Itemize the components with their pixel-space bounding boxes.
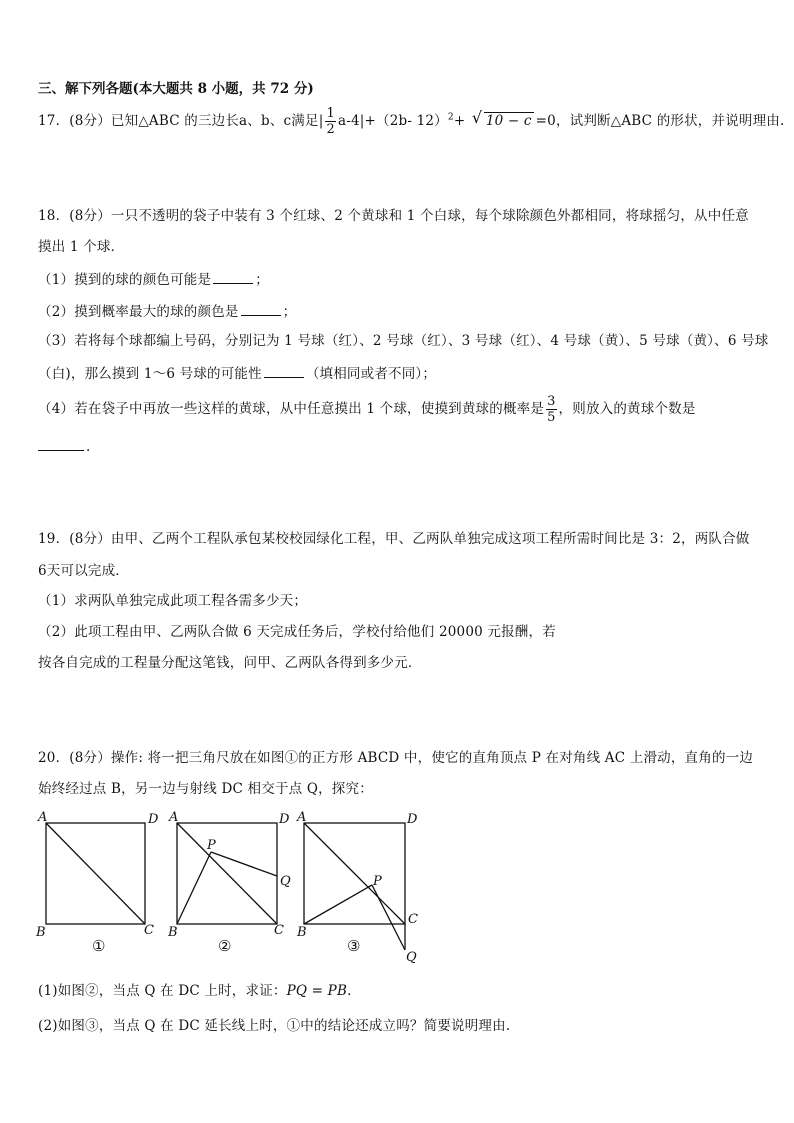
q18-sub4 [38,394,696,425]
q20-sub2: (2)如图③，当点 Q 在 DC 延长线上时，①中的结论还成立吗？简要说明理由. [38,1018,511,1034]
diagonal-ac [46,823,145,924]
q17-text-part4: =0，试判断△ABC 的形状，并说明理由. [535,113,785,129]
q17-fraction [325,106,335,137]
label-d: D [148,812,159,827]
label-p: P [373,874,382,889]
q17-text-part3: + [453,113,466,129]
q18-sub4-answer [38,436,91,457]
q17-frac-num: 1 [326,106,335,121]
q19-line1: 19．(8分）由甲、乙两个工程队承包某校校园绿化工程，甲、乙两队单独完成这项工程所需时间比是 3：2，两队合做 [38,531,750,547]
label-q: Q [280,874,291,889]
section-heading: 三、解下列各题(本大题共 8 小题，共 72 分) [38,81,314,97]
q19-line5: 按各自完成的工程量分配这笔钱，问甲、乙两队各得到多少元． [38,655,422,671]
q17-sqrt [471,108,534,131]
q20-sub1-text: (1)如图②，当点 Q 在 DC 上时，求证： [38,983,287,999]
q17-text-part2: a-4|+（2b- 12） [337,113,448,129]
segment-bp [177,852,211,924]
q18-sub2 [38,301,296,322]
geometry-figures [30,805,430,965]
label-a: A [169,810,179,825]
answer-blank [241,301,281,316]
q18-sub3-end: （填相同或者不同）； [305,366,437,382]
q17-exponent: 2 [447,112,454,123]
diagonal-ac [177,823,277,924]
q18-sub4-text2: ，则放入的黄球个数是 [558,401,696,417]
q20-sub1 [38,981,352,1001]
q20-line1: 20．(8分）操作: 将一把三角尺放在如图①的正方形 ABCD 中，使它的直角顶点 P 在对角线 AC 上滑动，直角的一边 [38,750,754,766]
label-d: D [407,812,418,827]
q18-sub3-text: （白)，那么摸到 1～6 号球的可能性 [38,366,262,382]
q18-line2: 摸出 1 个球． [38,239,125,255]
figure-caption-3: ③ [347,937,361,955]
q18-frac-den: 5 [547,410,556,425]
answer-blank [213,269,253,284]
q19-sub2: （2）此项工程由甲、乙两队合做 6 天完成任务后，学校付给他们 20000 元报酬，若 [38,624,556,640]
q18-sub4-text: （4）若在袋子中再放一些这样的黄球，从中任意摸出 1 个球，使摸到黄球的概率是 [38,401,545,417]
label-b: B [36,925,46,940]
segment-pq [372,885,405,950]
label-d: D [279,812,290,827]
q17-sqrt-content: 10 − c [485,113,532,129]
q18-line1: 18．(8分）一只不透明的袋子中装有 3 个红球、2 个黄球和 1 个白球，每个球除颜色外都相同，将球摇匀，从中任意 [38,208,749,224]
segment-bp [304,885,372,924]
figure-caption-2: ② [218,937,232,955]
figure-3 [296,810,418,965]
q17-frac-den: 2 [326,122,335,137]
segment-pq [211,852,277,876]
q18-sub1 [38,269,269,290]
question-17 [38,106,785,137]
q18-sub1-end: ； [255,272,269,288]
label-p: P [207,838,216,853]
label-c: C [144,923,154,938]
q20-sub1-equation: PQ = PB [286,983,348,999]
label-b: B [297,925,307,940]
q18-sub4-end: . [86,439,91,455]
q18-sub1-text: （1）摸到的球的颜色可能是 [38,272,212,288]
diagonal-ac [304,823,405,924]
q20-line2: 始终经过点 B，另一边与射线 DC 相交于点 Q，探究： [38,781,373,797]
q19-sub1: （1）求两队单独完成此项工程各需多少天； [38,593,308,609]
q20-sub1-end: . [347,983,352,999]
q18-fraction [546,394,556,425]
sqrt-symbol: √ [471,108,483,127]
label-b: B [168,925,178,940]
label-a: A [38,810,48,825]
label-a: A [297,810,307,825]
label-q: Q [406,950,417,965]
q19-line2: 6天可以完成． [38,563,129,579]
q17-text-part1: 17．(8分）已知△ABC 的三边长a、b、c满足| [38,113,324,129]
answer-blank [38,436,84,451]
q18-sub3-line2 [38,363,436,384]
answer-blank [264,363,304,378]
q18-frac-num: 3 [547,394,556,409]
q18-sub2-text: （2）摸到概率最大的球的颜色是 [38,304,239,320]
q18-sub3-line1: （3）若将每个球都编上号码，分别记为 1 号球（红）、2 号球（红）、3 号球（红）、4 号球（黄）、5 号球（黄）、6 号球 [38,333,769,349]
figure-2 [167,810,291,955]
label-c: C [274,923,284,938]
label-c: C [408,912,418,927]
q18-sub2-end: ； [282,304,297,320]
figure-caption-1: ① [92,937,106,955]
figure-1 [35,810,159,955]
